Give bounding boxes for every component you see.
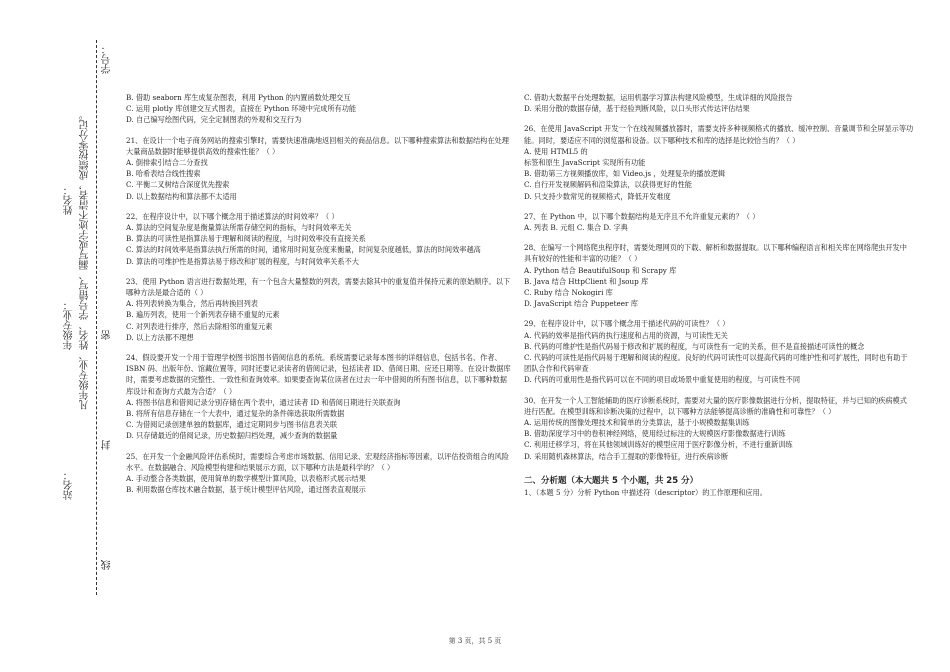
school-label: 站名： [64,470,75,500]
page-number: 第 3 页，共 5 页 [448,637,502,645]
answer-option: A. 运用传统的图像处理技术和简单的分类算法，基于小规模数据集训练 [524,418,750,428]
major-label: 年级专业： [64,300,75,350]
question-stem: 23、使用 Python 语言进行数据处理，有一个包含大量整数的列表，需要去除其中的重复值并保持元素的原始顺序。以下哪种方法是最合适的（ ） [126,276,511,298]
answer-option: C. 自行开发视频解码和渲染算法，以获得更好的性能 [524,180,692,190]
right-column [524,92,914,498]
answer-option: C. 对列表进行排序，然后去除相邻的重复元素 [126,321,273,331]
answer-option: D. 以上方法都不理想 [126,332,194,342]
answer-option: B. 遍历列表，使用一个新列表存储不重复的元素 [126,310,280,320]
name-label: 姓名： [64,185,75,215]
answer-option: D. 只支持少数常见的视频格式，降低开发难度 [524,191,671,201]
question-stem: 30、在开发一个人工智能辅助的医疗诊断系统时，需要对大量的医疗影像数据进行分析，提取特征，并与已知的疾病模式进行匹配。在模型训练和诊断决策的过程中，以下哪种方法能够提高诊断的准确性和可靠性？（ ） [524,395,907,416]
answer-option: B. 借助第三方视频播放库，如 Video.js ，处理复杂的播放逻辑 [524,169,726,179]
answer-option: A. Python 结合 BeautifulSoup 和 Scrapy 库 [524,265,677,275]
answer-option: C. 利用迁移学习，将在其他领域训练好的模型应用于医疗影像分析，不进行重新训练 [524,440,793,450]
answer-option: C. 代码的可读性是指代码易于理解和阅读的程度。良好的代码可读性可以提高代码的可维护性和可扩展性，同时也有助于团队合作和代码审查 [524,353,908,374]
answer-option: C. 为借阅记录创建单独的数据库，通过定期同步与图书信息表关联 [126,420,338,430]
answer-option: 标签和原生 JavaScript 实现所有功能 [524,158,646,168]
question-stem: 22、在程序设计中，以下哪个概念用于描述算法的时间效率？（ ） [126,211,339,221]
cut-mark-fold: 封 [102,440,113,450]
question-stem: 28、在编写一个网络爬虫程序时，需要处理网页的下载、解析和数据提取。以下哪种编程语言和相关库在网络爬虫开发中具有较好的性能和丰富的功能？（ ） [524,243,907,264]
cut-line [96,40,97,595]
answer-option: A. 将图书信息和借阅记录分别存储在两个表中，通过读者 ID 和借阅日期进行关联查询 [126,397,401,407]
question-stem: 27、在 Python 中，以下哪个数据结构是无序且不允许重复元素的？（ ） [524,211,760,221]
answer-option: B. 哈希表结合线性搜索 [126,169,201,179]
answer-option: C. 借助大数据平台处理数据，运用机器学习算法构建风险模型，生成详细的风险报告 [524,93,793,102]
student-no-label: 学号： [102,44,113,74]
section-heading: 二、分析题（本大题共 5 个小题，共 25 分） [524,475,699,486]
answer-option: C. 平衡二叉树结合深度优先搜索 [126,180,230,190]
answer-option: A. 手动整合各类数据，使用简单的数学模型计算风险，以表格形式展示结果 [126,474,366,484]
answer-option: A. 代码的效率是指代码的执行速度和占用的资源，与可读性无关 [524,330,728,340]
answer-option: D. 自己编写绘图代码，完全定制图表的外观和交互行为 [126,115,302,125]
answer-option: B. 利用数据仓库技术融合数据，基于统计模型评估风险，通过图表直观展示 [126,485,366,495]
question-stem: 24、假设要开发一个用于管理学校图书馆图书借阅信息的系统。系统需要记录每本图书的详细信息，包括书名、作者、ISBN 码、出版年份、馆藏位置等，同时还要记录读者的借阅记录，包括读者 ID、借阅日期、应还日期等。在设计数据库时，需要考虑数据的完整性、一致性和查询效率。如果要查询某位读者在过去一年中借阅的所有图书信息，以下哪种数据库设计和查询方式最为合适？（ ） [126,353,511,396]
question-stem: 26、在使用 JavaScript 开发一个在线视频播放器时，需要支持多种视频格式的播放、缓冲控制、音量调节和全屏显示等功能。同时，要适应不同的浏览器和设备。以下哪种技术和库的选择是比较恰当的？（ ） [524,124,914,145]
answer-option: B. Java 结合 HttpClient 和 Jsoup 库 [524,276,649,286]
binding-margin [0,0,113,672]
answer-option: A. 算法的空间复杂度是衡量算法所需存储空间的指标，与时间效率无关 [126,223,352,233]
answer-option: B. 借助深度学习中的卷积神经网络，使用经过标注的大规模医疗影像数据进行训练 [524,429,786,439]
answer-option: D. 代码的可重用性是指代码可以在不同的项目或场景中重复使用的程度，与可读性不同 [524,375,801,385]
answer-option: B. 借助 seaborn 库生成复杂图表，利用 Python 的内置函数处理交互 [126,93,351,102]
answer-option: A. 列表 B. 元组 C. 集合 D. 字典 [524,223,628,233]
question-stem: 21、在设计一个电子商务网站的搜索引擎时，需要快速准确地返回相关的商品信息。以下哪种搜索算法和数据结构在处理大量商品数据时能够提供高效的搜索性能？（ ） [126,135,509,156]
answer-option: D. 以上数据结构和算法都不太适用 [126,191,237,201]
binding-notice: 凡年级专业、姓名、学号错写、漏写或字迹不清者，成绩按零分记。 [80,110,91,410]
answer-option: B. 代码的可维护性是指代码易于修改和扩展的程度，与可读性有一定的关系，但不是直接描述可读性的概念 [524,341,865,351]
left-column [126,92,511,496]
answer-option: C. Ruby 结合 Nokogiri 库 [524,288,613,298]
question-stem: 29、在程序设计中，以下哪个概念用于描述代码的可读性？（ ） [524,319,730,329]
cut-mark-seal: 密 [102,330,113,340]
answer-option: B. 将所有信息存储在一个大表中，通过复杂的条件筛选获取所需数据 [126,409,345,419]
question-stem: 25、在开发一个金融风险评估系统时，需要综合考虑市场数据、信用记录、宏观经济指标等因素，以评估投资组合的风险水平。在数据融合、风险模型构建和结果展示方面，以下哪种方法是最科学的？（ ） [126,451,509,472]
answer-option: D. JavaScript 结合 Puppeteer 库 [524,299,638,309]
answer-option: A. 将列表转换为集合，然后再转换回列表 [126,299,258,309]
answer-option: D. 算法的可维护性是指算法易于修改和扩展的程度，与时间效率关系不大 [126,256,359,266]
answer-option: C. 运用 plotly 库创建交互式图表，直接在 Python 环境中完成所有功能 [126,104,357,114]
answer-option: D. 采用分散的数据存储，基于经验判断风险，以口头形式传达评估结果 [524,104,750,114]
answer-option: C. 算法的时间效率是指算法执行所需的时间，通常用时间复杂度来衡量，时间复杂度越低，算法的时间效率越高 [126,245,481,255]
answer-option: D. 采用随机森林算法，结合手工提取的影像特征，进行疾病诊断 [524,451,729,461]
answer-option: B. 算法的可读性是指算法易于理解和阅读的程度，与时间效率没有直接关系 [126,234,366,244]
answer-option: A. 倒排索引结合二分查找 [126,158,208,168]
answer-option: D. 只存储最近的借阅记录，历史数据归档处理，减少查询的数据量 [126,431,338,441]
answer-option: A. 使用 HTML5 的 [524,146,588,156]
cut-mark-line: 线 [102,560,113,570]
answer-option: 1、（本题 5 分）分析 Python 中描述符（descriptor）的工作原理和应用。 [524,488,767,498]
